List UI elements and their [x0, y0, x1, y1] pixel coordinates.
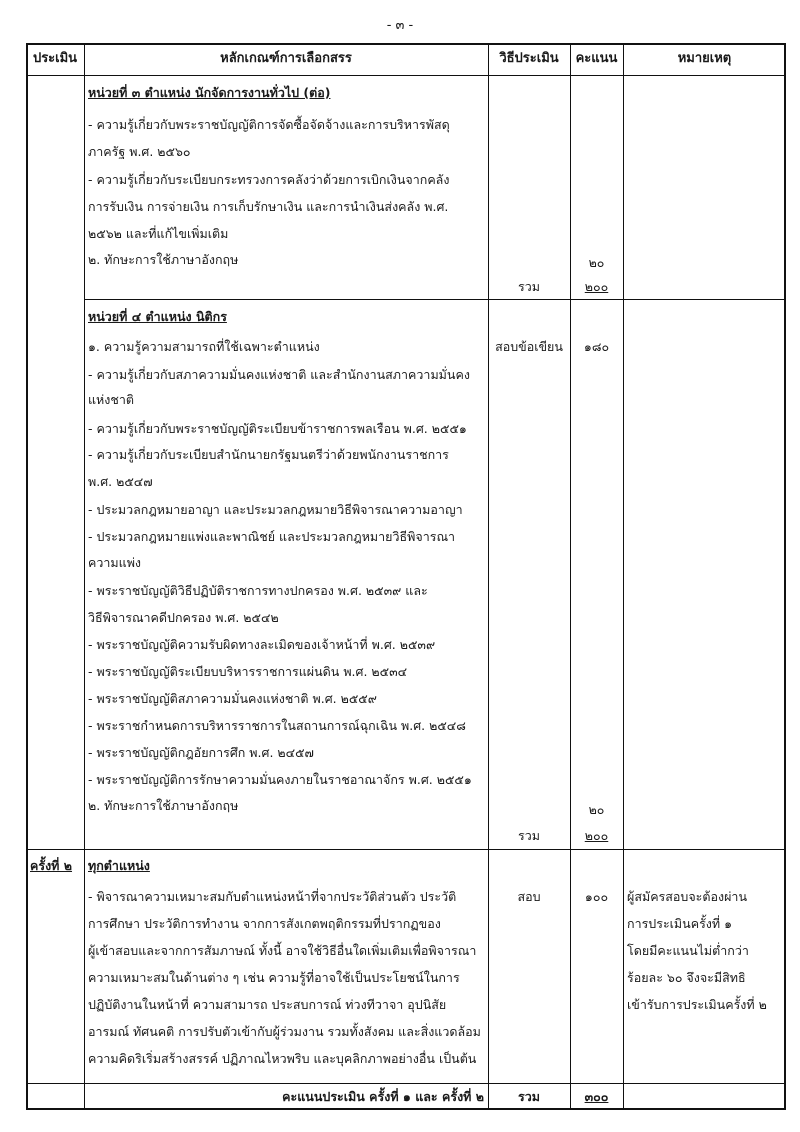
header-remarks: หมายเหตุ: [677, 51, 732, 66]
section4-method: สอบข้อเขียน: [495, 339, 563, 354]
section4-line: - ความรู้เกี่ยวกับระเบียบสำนักนายกรัฐมนตรีว่าด้วยพนักงานราชการ: [88, 447, 449, 462]
row-divider: [26, 1083, 786, 1084]
section3-line: ๒๕๖๒ และที่แก้ไขเพิ่มเติม: [88, 226, 229, 241]
section4-line: - พระราชบัญญัติระเบียบบริหารราชการแผ่นดิน พ.ศ. ๒๕๓๔: [88, 664, 408, 679]
section3-line: ภาครัฐ พ.ศ. ๒๕๖๐: [88, 144, 191, 159]
section4-line: ๒. ทักษะการใช้ภาษาอังกฤษ: [88, 798, 239, 813]
footer-total: ๓๐๐: [584, 1089, 609, 1104]
section4-line: พ.ศ. ๒๕๔๗: [88, 474, 153, 489]
round2-remark: การประเมินครั้งที่ ๑: [627, 916, 733, 931]
section4-line: - ประมวลกฎหมายแพ่งและพาณิชย์ และประมวลกฎหมายวิธีพิจารณา: [88, 529, 456, 544]
round2-remark: ร้อยละ ๖๐ จึงจะมีสิทธิ: [627, 970, 746, 985]
section4-line: แห่งชาติ: [88, 392, 135, 407]
section4-line: - พระราชบัญญัติกฎอัยการศึก พ.ศ. ๒๔๕๗: [88, 745, 314, 760]
round2-line: อารมณ์ ทัศนคติ การปรับตัวเข้ากับผู้ร่วมงาน รวมทั้งสังคม และสิ่งแวดล้อม: [88, 1024, 481, 1039]
header-criteria: หลักเกณฑ์การเลือกสรร: [220, 51, 352, 66]
header-method: วิธีประเมิน: [499, 51, 559, 66]
section3-line: การรับเงิน การจ่ายเงิน การเก็บรักษาเงิน และการนำเงินส่งคลัง พ.ศ.: [88, 199, 449, 214]
section4-line: - พระราชบัญญัติวิธีปฏิบัติราชการทางปกครอง พ.ศ. ๒๕๓๙ และ: [88, 583, 428, 598]
row-divider: [84, 299, 786, 300]
round2-remark: โดยมีคะแนนไม่ต่ำกว่า: [627, 943, 749, 958]
round2-line: - พิจารณาความเหมาะสมกับตำแหน่งหน้าที่จากประวัติส่วนตัว ประวัติ: [88, 889, 457, 904]
round2-label: ครั้งที่ ๒: [30, 858, 73, 873]
row-divider: [26, 849, 786, 850]
section4-line: วิธีพิจารณาคดีปกครอง พ.ศ. ๒๕๔๒: [88, 610, 279, 625]
section4-line: ๑. ความรู้ความสามารถที่ใช้เฉพาะตำแหน่ง: [88, 339, 320, 354]
section4-line: - พระราชบัญญัติสภาความมั่นคงแห่งชาติ พ.ศ. ๒๕๕๙: [88, 691, 377, 706]
section4-english-score: ๒๐: [588, 802, 605, 817]
section4-total-label: รวม: [518, 828, 540, 843]
col-divider: [488, 43, 489, 1110]
table-border-left: [26, 43, 28, 1110]
col-divider: [84, 43, 85, 1110]
section4-total: ๒๐๐: [584, 828, 609, 843]
section3-total-label: รวม: [518, 279, 540, 294]
section3-english-score: ๒๐: [588, 255, 605, 270]
round2-title: ทุกตำแหน่ง: [88, 858, 150, 873]
footer-label: คะแนนประเมิน ครั้งที่ ๑ และ ครั้งที่ ๒: [282, 1089, 484, 1104]
page-number: - ๓ -: [386, 18, 414, 33]
section4-line: - พระราชบัญญัติการรักษาความมั่นคงภายในราชอาณาจักร พ.ศ. ๒๕๕๑: [88, 772, 472, 787]
section3-line: ๒. ทักษะการใช้ภาษาอังกฤษ: [88, 252, 239, 267]
section4-line: ความแพ่ง: [88, 555, 142, 570]
section4-line: - ประมวลกฎหมายอาญา และประมวลกฎหมายวิธีพิจารณาความอาญา: [88, 502, 463, 517]
round2-remark: เข้ารับการประเมินครั้งที่ ๒: [627, 997, 767, 1012]
section4-line: - พระราชบัญญัติความรับผิดทางละเมิดของเจ้าหน้าที่ พ.ศ. ๒๕๓๙: [88, 637, 436, 652]
section4-title: หน่วยที่ ๔ ตำแหน่ง นิติกร: [88, 309, 227, 324]
round2-line: ปฏิบัติงานในหน้าที่ ความสามารถ ประสบการณ์ ท่วงทีวาจา อุปนิสัย: [88, 997, 447, 1012]
criteria-table: [26, 43, 786, 1110]
section4-line: - ความรู้เกี่ยวกับพระราชบัญญัติระเบียบข้าราชการพลเรือน พ.ศ. ๒๕๕๑: [88, 421, 467, 436]
row-divider: [26, 75, 786, 76]
section4-line: - ความรู้เกี่ยวกับสภาความมั่นคงแห่งชาติ และสำนักงานสภาความมั่นคง: [88, 367, 470, 382]
table-border-top: [26, 43, 786, 45]
round2-remark: ผู้สมัครสอบจะต้องผ่าน: [627, 889, 747, 904]
section3-line: - ความรู้เกี่ยวกับพระราชบัญญัติการจัดซื้อจัดจ้างและการบริหารพัสดุ: [88, 117, 450, 132]
section3-title: หน่วยที่ ๓ ตำแหน่ง นักจัดการงานทั่วไป (ต่อ): [88, 85, 331, 100]
section4-score: ๑๘๐: [583, 339, 610, 354]
round2-line: ผู้เข้าสอบและจากการสัมภาษณ์ ทั้งนี้ อาจใช้วิธีอื่นใดเพิ่มเติมเพื่อพิจารณา: [88, 943, 477, 958]
header-score: คะแนน: [575, 51, 618, 66]
round2-line: ความเหมาะสมในด้านต่าง ๆ เช่น ความรู้ที่อาจใช้เป็นประโยชน์ในการ: [88, 970, 460, 985]
footer-total-label: รวม: [518, 1089, 540, 1104]
table-border-right: [784, 43, 786, 1110]
round2-score: ๑๐๐: [584, 889, 609, 904]
section4-line: - พระราชกำหนดการบริหารราชการในสถานการณ์ฉุกเฉิน พ.ศ. ๒๕๔๘: [88, 718, 466, 733]
round2-method: สอบ: [517, 889, 541, 904]
col-divider: [570, 43, 571, 1110]
round2-line: ความคิดริเริ่มสร้างสรรค์ ปฏิภาณไหวพริบ และบุคลิกภาพอย่างอื่น เป็นต้น: [88, 1051, 477, 1066]
section3-total: ๒๐๐: [584, 279, 609, 294]
header-assessment: ประเมิน: [32, 51, 78, 66]
round2-line: การศึกษา ประวัติการทำงาน จากการสังเกตพฤติกรรมที่ปรากฏของ: [88, 916, 441, 931]
section3-line: - ความรู้เกี่ยวกับระเบียบกระทรวงการคลังว่าด้วยการเบิกเงินจากคลัง: [88, 172, 450, 187]
col-divider: [623, 43, 624, 1110]
